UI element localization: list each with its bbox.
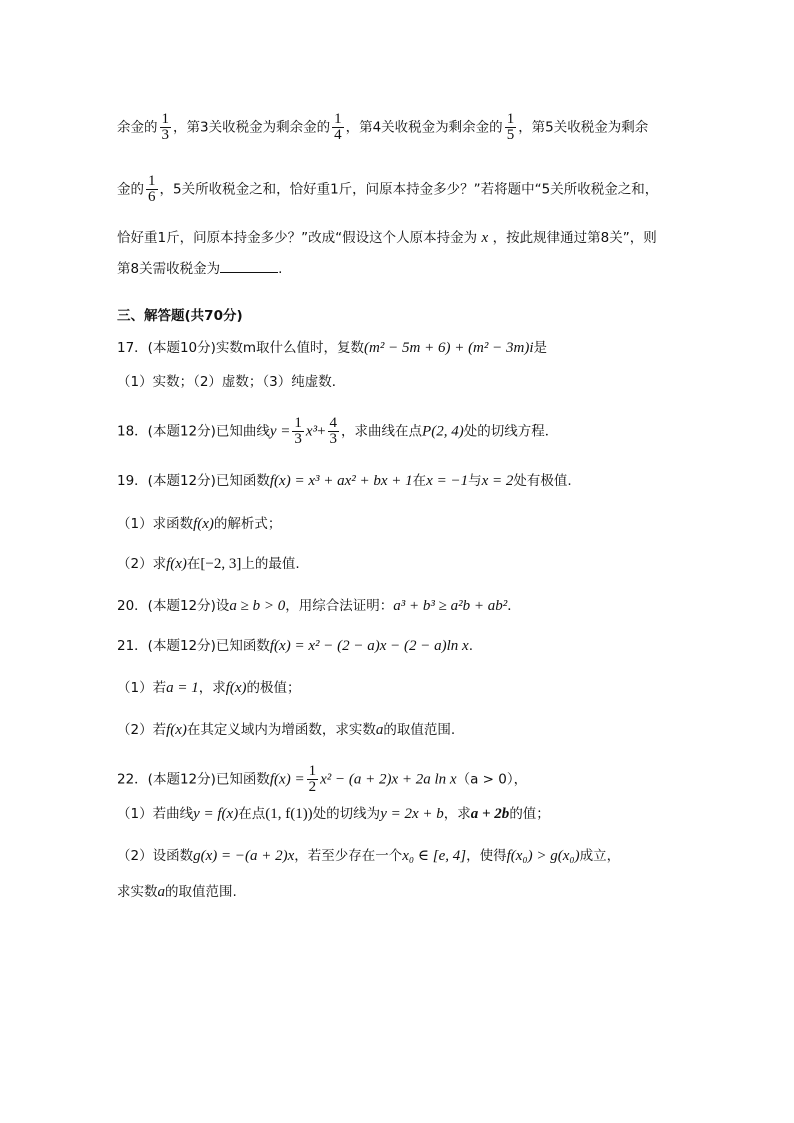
section-title: 三、解答题(共70分) — [117, 308, 243, 324]
question-20: 20．(本题12分)设a ≥ b > 0，用综合法证明：a³ + b³ ≥ a²b + ab²． — [117, 598, 521, 614]
fill-line-3: 恰好重1斤，问原本持金多少？”改成“假设这个人原本持金为 x ，按此规律通过第8关”，则 — [117, 230, 657, 246]
question-17: 17．(本题10分)实数m取什么值时，复数(m² − 5m + 6) + (m² − 3m)i是 — [117, 340, 548, 356]
question-19-part-2: （2）求f(x)在[−2, 3]上的最值. — [117, 556, 300, 572]
fill-line-2: 金的 $\frac{1}{6}$ ，5关所收税金之和，恰好重1斤，问原本持金多少？”若将题中“5关所收税金之和， — [117, 173, 659, 205]
fraction-one-half: $\frac{1}{2}$ — [308, 763, 317, 795]
question-21-part-2: （2）若f(x)在其定义域内为增函数，求实数a的取值范围. — [117, 722, 456, 738]
fraction-q18-2: $\frac{4}{3}$ — [329, 415, 338, 447]
question-19-part-1: （1）求函数f(x)的解析式； — [117, 516, 282, 532]
fill-line-4: 第8关需收税金为 . — [117, 258, 282, 279]
fraction-q18-1: $\frac{1}{3}$ — [294, 415, 302, 447]
question-17-parts: （1）实数；（2）虚数；（3）纯虚数． — [117, 374, 346, 390]
fraction-one-fourth: $\frac{1}{4}$ — [334, 111, 342, 143]
question-22-part-2-cont: 求实数a的取值范围. — [117, 884, 237, 900]
question-21-part-1: （1）若a = 1，求f(x)的极值； — [117, 680, 301, 696]
fraction-one-third: $\frac{1}{3}$ — [161, 111, 169, 143]
question-21: 21．(本题12分)已知函数f(x) = x² − (2 − a)x − (2 − a)ln x. — [117, 638, 473, 654]
question-19: 19．(本题12分)已知函数f(x) = x³ + ax² + bx + 1在x = −1与x = 2处有极值. — [117, 473, 572, 489]
question-22: 22．(本题12分)已知函数f(x) = $\frac{1}{2}$ x² − (a + 2)x + 2a ln x（a > 0）， — [117, 763, 528, 795]
fill-line-1: 余金的 $\frac{1}{3}$ ，第3关收税金为剩余金的 $\frac{1}{4}$ ，第4关收税金为剩余金的 $\frac{1}{5}$ ，第5关收税金为剩余 — [117, 111, 649, 143]
question-22-part-2: （2）设函数g(x) = −(a + 2)x，若至少存在一个x₀ ∈ [e, 4]，使得f(x₀) > g(x₀)成立， — [117, 848, 621, 864]
question-18: 18．(本题12分)已知曲线y = $\frac{1}{3}$ x³+ $\frac{4}{3}$ ，求曲线在点P(2, 4)处的切线方程． — [117, 415, 559, 447]
fraction-one-sixth: $\frac{1}{6}$ — [148, 173, 156, 205]
answer-blank[interactable] — [220, 258, 278, 273]
fraction-one-fifth: $\frac{1}{5}$ — [506, 111, 515, 143]
question-22-part-1: （1）若曲线y = f(x)在点(1, f(1))处的切线为y = 2x + b，求a + 2b的值； — [117, 806, 550, 822]
